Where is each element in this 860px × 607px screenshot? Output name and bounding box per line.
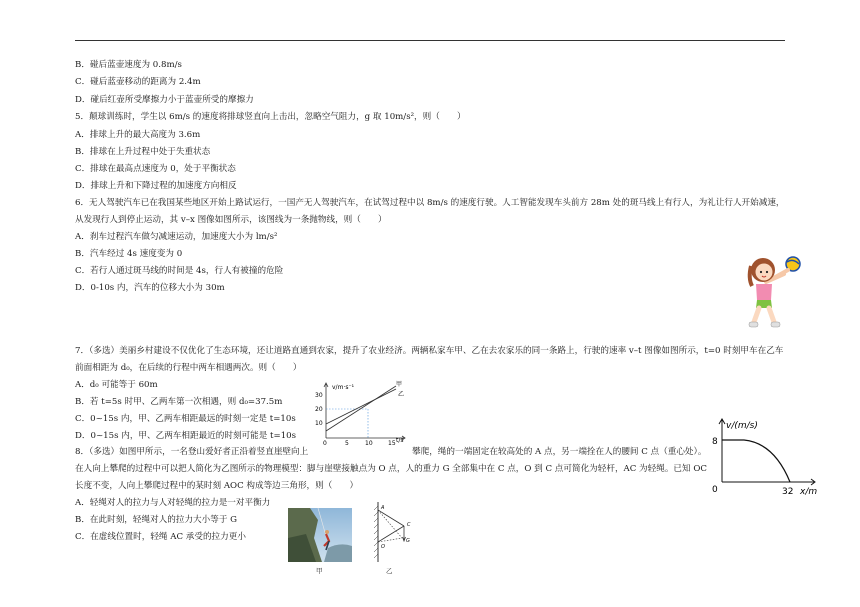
dashed-rope [378,510,402,538]
vt-label-yi: 乙 [398,391,405,398]
vt-xtick-0: 0 [323,440,327,446]
vx-curve [722,440,790,482]
vx-ytick-8: 8 [712,437,718,447]
vx-xlabel: x/m [800,487,818,497]
q8-stem-line1b: 攀爬，绳的一端固定在较高处的 A 点，另一端拴在人的腰间 C 点（重心处）。 [412,447,707,457]
vt-ytick-10: 10 [315,420,323,427]
label-a: A [381,505,385,511]
label-g: G [406,538,410,544]
photo-caption: 甲 [316,567,323,575]
q7-option-a: A．d₀ 可能等于 60m [75,380,158,390]
q4-option-c: C．碰后蓝壶移动的距离为 2.4m [75,77,201,87]
q5-option-b: B．排球在上升过程中处于失重状态 [75,147,211,157]
vt-ytick-20: 20 [315,406,323,413]
q4-option-b: B．碰后蓝壶速度为 0.8m/s [75,60,182,70]
vt-xtick-15: 15 [388,440,396,446]
rope-ac [378,510,404,526]
vt-label-jia: 甲 [396,381,403,388]
q6-option-b: B．汽车经过 4s 速度变为 0 [75,249,183,259]
vt-line-jia [326,386,396,431]
vt-line-yi [326,389,396,424]
header-rule [75,40,785,41]
q7-stem-line2: 前面相距为 d₀，在后续的行程中两车相遇两次。则（ ） [75,363,302,373]
q8-stem-line3: 长度不变，人向上攀爬过程中的某时刻 AOC 构成等边三角形，则（ ） [75,481,359,491]
q6-option-a: A．刹车过程汽车做匀减速运动，加速度大小为 lm/s² [75,232,278,242]
q7-option-b: B．若 t=5s 时甲、乙两车第一次相遇，则 d₀=37.5m [75,397,283,407]
vt-graph [310,380,410,446]
q5-option-d: D．排球上升和下降过程的加速度方向相反 [75,181,237,191]
q8-stem-line1a: 8．（多选）如图甲所示，一名登山爱好者正沿着竖直崖壁向上 [75,447,309,457]
q6-option-c: C．若行人通过斑马线的时间是 4s，行人有被撞的危险 [75,266,284,276]
q6-stem-line2: 从发现行人到停止运动，其 v–x 图像如图所示，该图线为一条抛物线，则（ ） [75,215,387,225]
q5-stem: 5．颠球训练时，学生以 6m/s 的速度将排球竖直向上击出，忽略空气阻力，g 取 10m/s²，则（ ） [75,112,466,122]
q8-option-a: A．轻绳对人的拉力与人对轻绳的拉力是一对平衡力 [75,498,271,508]
model-caption: 乙 [386,567,393,575]
q7-option-d: D．0~15s 内，甲、乙两车相距最近的时刻可能是 t=10s [75,431,297,441]
vx-xtick-32: 32 [782,487,794,497]
volleyball-girl-illustration [740,250,806,332]
vt-xtick-10: 10 [365,440,373,446]
q8-option-b: B．在此时刻，轻绳对人的拉力大小等于 G [75,515,238,525]
label-o: O [381,544,385,550]
climber-model-diagram [366,500,422,564]
q8-stem-line2: 在人向上攀爬的过程中可以把人简化为乙图所示的物理模型：脚与崖壁接触点为 O 点，人的重力 G 全部集中在 C 点，O 到 C 点可简化为轻杆，AC 为轻绳。已知 OC [75,464,707,474]
q6-stem-line1: 6．无人驾驶汽车已在我国某些地区开始上路试运行，一国产无人驾驶汽车，在试驾过程中以 8m/s 的速度行驶。人工智能发现车头前方 28m 处的斑马线上有行人，为礼让行人开始减速， [75,198,785,208]
q5-option-c: C．排球在最高点速度为 0，处于平衡状态 [75,164,236,174]
q5-option-a: A．排球上升的最大高度为 3.6m [75,130,201,140]
vt-xtick-5: 5 [345,440,349,446]
q6-option-d: D．0-10s 内，汽车的位移大小为 30m [75,283,225,293]
q8-option-c: C．在虚线位置时，轻绳 AC 承受的拉力更小 [75,532,246,542]
label-c: C [407,522,411,528]
vt-xlabel: t/s [396,437,404,444]
vx-ylabel: v/(m/s) [726,421,758,431]
vx-origin: 0 [712,485,718,495]
vt-ylabel: v/m·s⁻¹ [332,384,355,391]
vt-ytick-30: 30 [315,392,323,399]
climber-photo [288,508,352,562]
q4-option-d: D．碰后红壶所受摩擦力小于蓝壶所受的摩擦力 [75,95,254,105]
q7-stem-line1: 7．（多选）美丽乡村建设不仅优化了生态环境，还让道路直通到农家，提升了农业经济。两辆私家车甲、乙在去农家乐的同一条路上，行驶的速率 v–t 图像如图所示，t=0 时刻甲车在乙车 [75,346,784,356]
q7-option-c: C．0~15s 内，甲、乙两车相距最远的时刻一定是 t=10s [75,414,296,424]
vx-graph [706,416,824,500]
